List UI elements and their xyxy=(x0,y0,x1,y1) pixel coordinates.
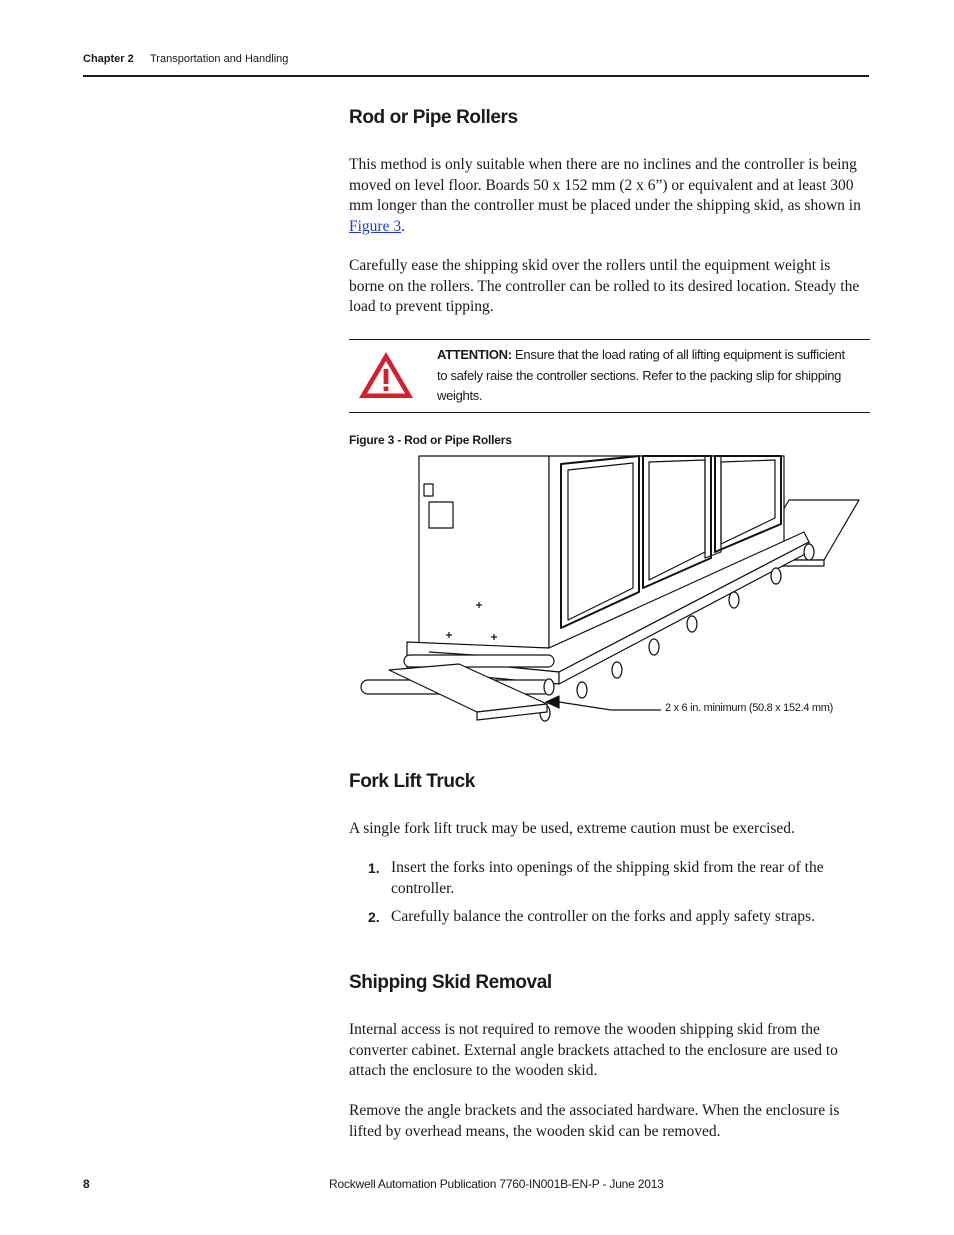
rod-rollers-para1-end: . xyxy=(401,217,405,235)
skid-removal-paragraph-2: Remove the angle brackets and the associated hardware. When the enclosure is lifted by overhead means, the wooden skid can be removed. xyxy=(349,1102,840,1140)
publication-info: Rockwell Automation Publication 7760-IN001B-EN-P - June 2013 xyxy=(329,1177,664,1191)
fork-lift-intro: A single fork lift truck may be used, extreme caution must be exercised. xyxy=(349,820,795,837)
header-section-title: Transportation and Handling xyxy=(150,53,289,65)
figure-3-link[interactable]: Figure 3 xyxy=(349,217,402,235)
fork-lift-steps xyxy=(349,858,865,936)
rod-rollers-paragraph-2: Carefully ease the shipping skid over the rollers until the equipment weight is borne on the rollers. The controller can be rolled to its desired location. Steady the load to prevent tipping. xyxy=(349,257,860,315)
skid-removal-paragraph-1: Internal access is not required to remove the wooden shipping skid from the converter cabinet. External angle brackets attached to the enclosure are used to attach the enclosure to the wooden skid. xyxy=(349,1021,838,1079)
attention-text xyxy=(437,345,857,407)
board-size-label: 2 x 6 in. minimum (50.8 x 152.4 mm) xyxy=(665,702,834,714)
header-divider xyxy=(83,75,869,77)
attention-label: ATTENTION: xyxy=(437,347,512,362)
rod-rollers-paragraph-1 xyxy=(349,155,865,237)
attention-box xyxy=(349,339,870,413)
header-chapter: Chapter 2 xyxy=(83,53,134,65)
step-text: Insert the forks into openings of the shipping skid from the rear of the controller. xyxy=(391,859,824,897)
cabinet-body xyxy=(419,456,784,648)
list-item xyxy=(349,907,865,928)
list-item xyxy=(349,858,865,899)
rod-rollers-illustration xyxy=(349,452,870,742)
warning-triangle-icon xyxy=(356,349,416,401)
figure-caption: Figure 3 - Rod or Pipe Rollers xyxy=(349,433,512,447)
attention-message: Ensure that the load rating of all lifting equipment is sufficient to safely raise the controller sections. Refer to the packing slip for shipping weights. xyxy=(437,347,845,403)
rod-rollers-heading: Rod or Pipe Rollers xyxy=(349,107,518,128)
step-text: Carefully balance the controller on the forks and apply safety straps. xyxy=(391,908,815,925)
rod-rollers-para1-text: This method is only suitable when there are no inclines and the controller is being moved on level floor. Boards 50 x 152 mm (2 x 6”) or equivalent and at least 300 mm longer than the controller must be placed under the shipping skid, as shown in xyxy=(349,156,861,214)
board-label-leader xyxy=(546,696,661,710)
page-number: 8 xyxy=(83,1177,90,1191)
step-number: 1. xyxy=(368,860,380,876)
skid-removal-heading: Shipping Skid Removal xyxy=(349,972,552,993)
fork-lift-heading: Fork Lift Truck xyxy=(349,771,475,792)
step-number: 2. xyxy=(368,909,380,925)
